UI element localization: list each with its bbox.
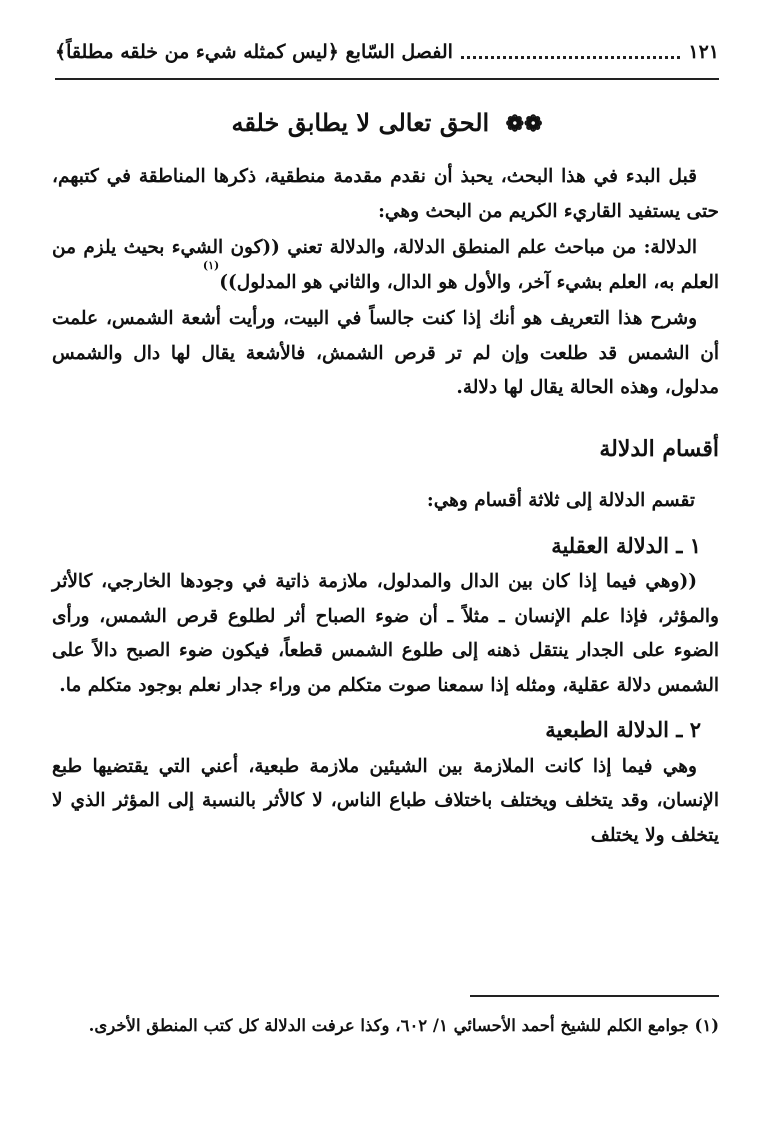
section-heading: أقسام الدلالة [599,435,719,462]
flower-ornament-icon: ❁❁ [505,111,543,137]
section-title [55,108,719,137]
leader-dots [461,46,680,59]
footnote: (١) جوامع الكلم للشيخ أحمد الأحسائي ١/ ٦٠٢، وكذا عرفت الدلالة كل كتب المنطق الأخرى. [88,1016,719,1035]
subsection-text-2: وهي فيما إذا كانت الملازمة بين الشيئين ملازمة طبعية، أعني التي يقتضيها طبع الإنسان، وقد يتخلف ويختلف باختلاف طباع الناس، لا كالأثر بالنسبة إلى المؤثر الذي لا يتخلف ولا يختلف [52,755,719,846]
header-rule [55,78,719,80]
chapter-title: الفصل السّابع ﴿ليس كمثله شيء من خلقه مطلقاً﴾ [55,41,453,63]
paragraph-definition [52,231,719,300]
main-text [52,160,719,855]
definition-text: الدلالة: من مباحث علم المنطق الدلالة، والدلالة تعني ((كون الشيء بحيث يلزم من العلم به، العلم بشيء آخر، والأول هو الدال، والثاني هو المدلول)) [52,237,719,293]
subsection-heading-1: ١ ـ الدلالة العقلية [551,532,701,558]
section-title-text: الحق تعالى لا يطابق خلقه [231,108,490,137]
subsection-heading-2: ٢ ـ الدلالة الطبعية [545,717,701,742]
paragraph-intro: قبل البدء في هذا البحث، يحبذ أن نقدم مقدمة منطقية، ذكرها المناطقة في كتبهم، حتى يستفيد القاريء الكريم من البحث وهي: [52,166,719,222]
paragraph-explanation: وشرح هذا التعريف هو أنك إذا كنت جالساً في البيت، ورأيت أشعة الشمس، علمت أن الشمس قد طلعت وإن لم تر قرص الشمش، فالأشعة يقال لها دال والشمس مدلول، وهذه الحالة يقال لها دلالة. [52,308,719,398]
running-header [55,30,719,74]
footnote-rule [470,995,719,997]
subsection-text-1: ((وهي فيما إذا كان بين الدال والمدلول، ملازمة ذاتية في وجودها الخارجي، كالأثر والمؤثر، فإذا علم الإنسان ـ مثلاً ـ أن ضوء الصباح أثر لطلوع قرص الشمس، ورأى الضوء على الجدار ينتقل ذهنه إلى طلوع الشمس قطعاً، فيكون ضوء الصبح دالاً على الشمس دلالة عقلية، ومثله إذا سمعنا صوت متكلم من وراء جدار نعلم بوجود متكلم ما. [52,571,719,696]
section-intro: تقسم الدلالة إلى ثلاثة أقسام وهي: [426,490,695,511]
footnote-ref: (١) [202,258,220,272]
page-number: ١٢١ [688,41,719,63]
